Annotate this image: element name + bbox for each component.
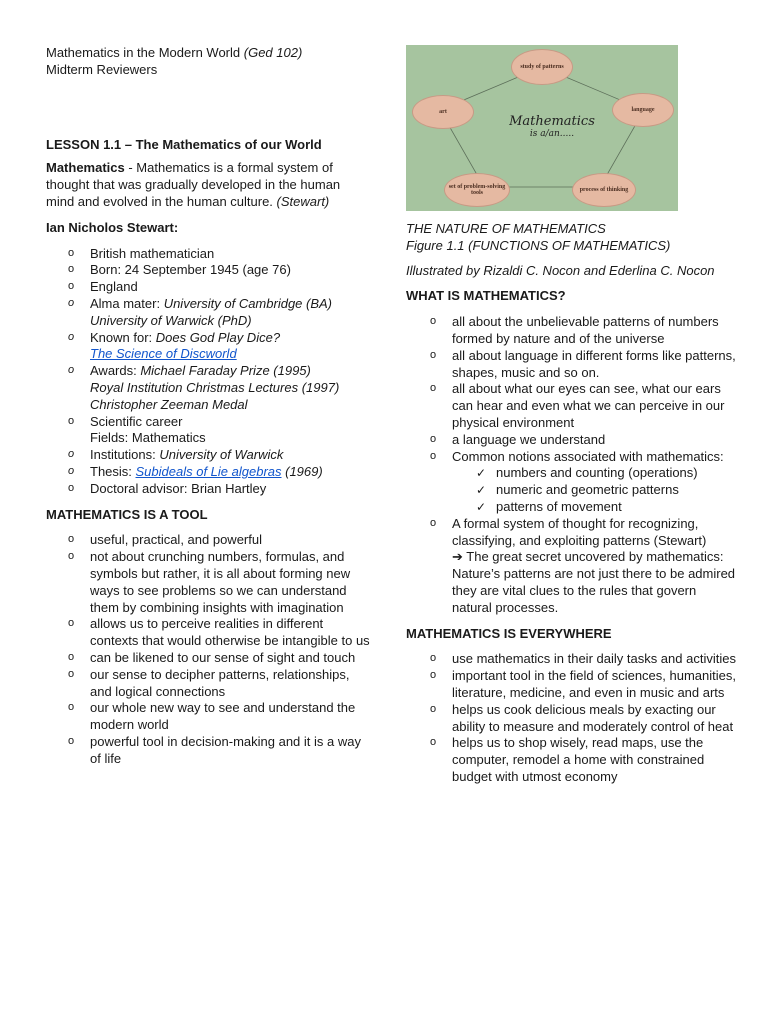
- node-study-of-patterns: study of patterns: [511, 49, 573, 85]
- what-heading: WHAT IS MATHEMATICS?: [406, 288, 566, 304]
- node-problem-solving: set of problem-solving tools: [444, 173, 510, 207]
- discworld-link[interactable]: The Science of Discworld: [90, 346, 237, 362]
- left-column: [46, 45, 371, 767]
- list-item: o can be likened to our sense of sight and touch: [46, 650, 371, 667]
- list-item: o Thesis: Subideals of Lie algebras (1969): [46, 464, 371, 481]
- doc-header-course: Mathematics in the Modern World (Ged 102): [46, 45, 303, 60]
- lesson-title: LESSON 1.1 – The Mathematics of our World: [46, 136, 322, 152]
- thesis-link[interactable]: Subideals of Lie algebras: [135, 463, 282, 479]
- figure-caption-number: Figure 1.1 (FUNCTIONS OF MATHEMATICS): [406, 237, 671, 253]
- list-item: o a language we understand: [406, 432, 736, 449]
- tool-list: [46, 532, 371, 767]
- list-item: o helps us cook delicious meals by exacting our ability to measure and moderately control of heat: [406, 702, 736, 736]
- node-process-of-thinking: process of thinking: [572, 173, 636, 207]
- list-item: o Common notions associated with mathematics: ✓ numbers and counting (operations) ✓ numeric and geometric patterns ✓ patterns of movement: [406, 449, 736, 516]
- everywhere-heading: MATHEMATICS IS EVERYWHERE: [406, 625, 612, 641]
- list-item: o Awards: Michael Faraday Prize (1995) Royal Institution Christmas Lectures (1997) Christopher Zeeman Medal: [46, 363, 371, 413]
- list-item: ✓ numbers and counting (operations): [452, 465, 736, 482]
- figure-center-title: Mathematics is a/an.....: [509, 114, 595, 139]
- list-item: o British mathematician: [46, 246, 371, 263]
- node-art: art: [412, 95, 474, 129]
- list-item: o Alma mater: University of Cambridge (BA) University of Warwick (PhD): [46, 296, 371, 330]
- everywhere-list: [406, 651, 736, 785]
- what-list: [406, 314, 736, 616]
- figure-credit: Illustrated by Rizaldi C. Nocon and Ederlina C. Nocon: [406, 262, 715, 278]
- list-item: o Doctoral advisor: Brian Hartley: [46, 481, 371, 498]
- list-item: o Scientific career Fields: Mathematics: [46, 414, 371, 448]
- list-item: o use mathematics in their daily tasks and activities: [406, 651, 736, 668]
- stewart-facts-list: [46, 246, 371, 498]
- list-item: o all about what our eyes can see, what our ears can hear and even what we can perceive in our physical environment: [406, 381, 736, 431]
- list-item: o Known for: Does God Play Dice? The Science of Discworld: [46, 330, 371, 364]
- list-item: o England: [46, 279, 371, 296]
- notions-list: [452, 465, 736, 515]
- list-item: ✓ patterns of movement: [452, 499, 736, 516]
- figure-caption-title: THE NATURE OF MATHEMATICS: [406, 221, 606, 236]
- math-definition: Mathematics - Mathematics is a formal system of thought that was gradually developed in the human mind and evolved in the human culture. (Stewart): [46, 160, 341, 209]
- nature-of-math-figure: [406, 45, 678, 211]
- list-item: o Institutions: University of Warwick: [46, 447, 371, 464]
- list-item: o our sense to decipher patterns, relationships, and logical connections: [46, 667, 371, 701]
- list-item: o useful, practical, and powerful: [46, 532, 371, 549]
- node-language: language: [612, 93, 674, 127]
- right-column: [406, 45, 736, 786]
- tool-heading: MATHEMATICS IS A TOOL: [46, 506, 208, 522]
- list-item: o Born: 24 September 1945 (age 76): [46, 262, 371, 279]
- doc-header-subtitle: Midterm Reviewers: [46, 61, 158, 77]
- list-item: o our whole new way to see and understand the modern world: [46, 700, 371, 734]
- list-item: o helps us to shop wisely, read maps, use the computer, remodel a home with constrained budget with utmost economy: [406, 735, 736, 785]
- list-item: o important tool in the field of sciences, humanities, literature, medicine, and even in music and arts: [406, 668, 736, 702]
- list-item: o all about language in different forms like patterns, shapes, music and so on.: [406, 348, 736, 382]
- arrow-icon: ➔: [452, 549, 463, 565]
- list-item: o not about crunching numbers, formulas, and symbols but rather, it is all about forming new ways to see problems so we can understand them by combining insights with imagination: [46, 549, 371, 616]
- list-item: o allows us to perceive realities in different contexts that would otherwise be intangible to us: [46, 616, 371, 650]
- list-item: ✓ numeric and geometric patterns: [452, 482, 736, 499]
- list-item: o A formal system of thought for recognizing, classifying, and exploiting patterns (Stewart) ➔ The great secret uncovered by mathematics: Nature’s patterns are not just there to be admired they are vital clues to the rules that govern natural processes.: [406, 516, 736, 617]
- list-item: o powerful tool in decision-making and it is a way of life: [46, 734, 371, 768]
- stewart-heading: Ian Nicholos Stewart:: [46, 219, 179, 235]
- list-item: o all about the unbelievable patterns of numbers formed by nature and of the universe: [406, 314, 736, 348]
